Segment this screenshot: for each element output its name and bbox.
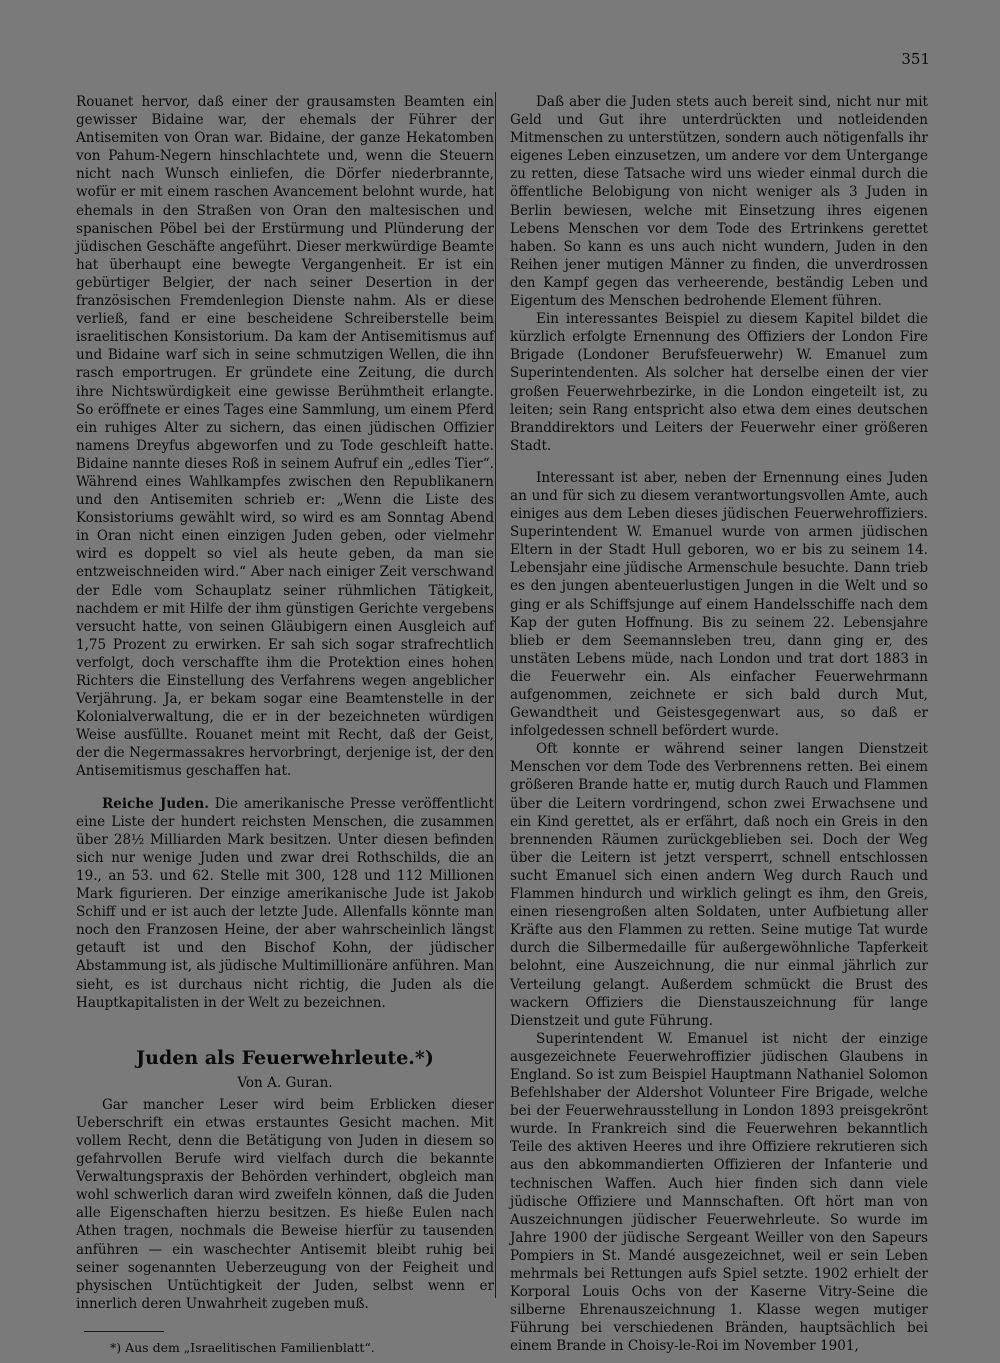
- right-column: [510, 93, 928, 1355]
- paragraph-emanuel-appointment: Ein interessantes Beispiel zu diesem Kapitel bildet die kürzlich erfolgte Ernennung des Offiziers der London Fire Brigade (Londoner Berufsfeuerwehr) W. Emanuel zum Superintendenten. Als solcher hat derselbe einen der vier großen Feuerwehrbezirke, in die London eingeteilt ist, zu leiten; sein Rang entspricht also etwa dem eines deutschen Branddirektors und Leiters der Feuerwehr einer größeren Stadt.: [510, 311, 928, 454]
- left-column: [76, 93, 494, 1356]
- article-title: Juden als Feuerwehrleute.*): [136, 1046, 434, 1069]
- footnote: *) Aus dem „Israelitischen Familienblatt“.: [110, 1339, 375, 1355]
- paragraph-emanuel-life: Interessant ist aber, neben der Ernennung eines Juden an und für sich zu diesem verantwortungsvollen Amte, auch einiges aus dem Leben dieses jüdischen Feuerwehroffiziers. Superintendent W. Emanuel wurde von armen jüdischen Eltern in der Stadt Hull geboren, wo er bis zu seinem 14. Lebensjahr eine jüdische Armenschule besuchte. Dann trieb es den jungen abenteuerlustigen Jungen in die Welt und so ging er als Schiffsjunge auf einem Handelsschiffe nach dem Kap der guten Hoffnung. Bis zu seinem 22. Lebensjahre blieb er dem Seemannsleben treu, dann ging er, des unstäten Lebens müde, nach London und trat dort 1883 in die Feuerwehr ein. Als einfacher Feuerwehrmann aufgenommen, zeichnete er sich bald durch Mut, Gewandtheit und Geistesgegenwart aus, so daß er infolgedessen schnell befördert wurde.: [510, 469, 928, 740]
- article-byline: Von A. Guran.: [237, 1074, 333, 1091]
- page-number: 351: [901, 50, 930, 68]
- paragraph-reiche-juden: [76, 795, 494, 1012]
- column-divider: [495, 92, 496, 1298]
- section-lead-reiche-juden: Reiche Juden.: [102, 795, 209, 812]
- footnote-divider: [84, 1331, 164, 1332]
- paragraph-other-officers: Superintendent W. Emanuel ist nicht der einzige ausgezeichnete Feuerwehroffizier jüdischen Glaubens in England. So ist zum Beispiel Hauptmann Nathaniel Solomon Befehlshaber der Aldershot Volunteer Fire Brigade, welche bei der Feuerwehrausstellung in London 1893 preisgekrönt wurde. In Frankreich sind die Feuerwehren bekanntlich Teile des aktiven Heeres und ihre Offiziere rekrutieren sich aus den abkommandierten Offizieren der Infanterie und technischen Waffen. Auch hier finden sich dann viele jüdische Offiziere und Mannschaften. Oft hört man von Auszeichnungen jüdischer Feuerwehrleute. So wurde im Jahre 1900 der jüdische Sergeant Weiller von den Sapeurs Pompiers in St. Mandé ausgezeichnet, weil er sein Leben mehrmals bei Rettungen aufs Spiel setzte. 1902 erhielt der Korporal Louis Ochs von der Kaserne Vitry-Seine die silberne Ehrenauszeichnung 1. Klasse wegen mutiger Führung bei verschiedenen Bränden, hauptsächlich bei einem Brande in Choisy-le-Roi im November 1901,: [510, 1030, 928, 1355]
- paragraph-emanuel-rescue: Oft konnte er während seiner langen Dienstzeit Menschen vor dem Tode des Verbrennens retten. Bei einem größeren Brande hatte er, mutig durch Rauch und Flammen über die Leitern vordringend, schon zwei Erwachsene und ein Kind gerettet, als er erfährt, daß noch ein Greis in den brennenden Räumen zurückgeblieben sei. Doch der Weg über die Leitern ist jetzt versperrt, schnell entschlossen sucht Emanuel sich einen andern Weg durch Rauch und Flammen hindurch und wirklich gelingt es ihm, den Greis, einen riesengroßen alten Soldaten, unter Aufbietung aller Kräfte aus den Flammen zu retten. Seine mutige Tat wurde durch die Silbermedaille für außergewöhnliche Tapferkeit belohnt, eine Auszeichnung, die nur einmal jährlich zur Verteilung gelangt. Außerdem schmückt die Brust des wackern Offiziers die Dienstauszeichnung für lange Dienstzeit und gute Führung.: [510, 741, 928, 1029]
- paragraph-reiche-juden-text: Die amerikanische Presse veröffentlicht eine Liste der hundert reichsten Menschen, die zusammen über 28½ Milliarden Mark besitzen. Unter diesen befinden sich nur wenige Juden und zwar drei Rothschilds, die an 19., an 53. und 62. Stelle mit 300, 128 und 112 Millionen Mark figurieren. Der einzige amerikanische Jude ist Jakob Schiff und er ist auch der letzte Jude. Allenfalls könnte man noch den Franzosen Heine, der aber wahrscheinlich längst getauft ist und den Bischof Kohn, der jüdischer Abstammung ist, als jüdische Multimillionäre anführen. Man sieht, es ist durchaus nicht richtig, die Juden als die Hauptkapitalisten in der Welt zu bezeichnen.: [76, 795, 495, 1011]
- paragraph-bidaine: Rouanet hervor, daß einer der grausamsten Beamten ein gewisser Bidaine war, der ehemals der Führer der Antisemiten von Oran war. Bidaine, der ganze Hekatomben von Pahum-Negern hinschlachtete und, wenn die Steuern nicht nach Wunsch einliefen, die Dörfer niederbrannte, wofür er mit einem raschen Avancement belohnt wurde, hat ehemals in den Straßen von Oran den maltesischen und spanischen Pöbel bei der Erstürmung und Plünderung der jüdischen Geschäfte angeführt. Dieser merkwürdige Beamte hat überhaupt eine bewegte Vergangenheit. Er ist ein gebürtiger Belgier, der nach seiner Desertion in der französischen Fremdenlegion Dienste nahm. Als er diese verließ, fand er eine bescheidene Schreiberstelle beim israelitischen Konsistorium. Da kam der Antisemitismus auf und Bidaine warf sich in seine schmutzigen Wellen, die ihn rasch emportrugen. Er gründete eine Zeitung, die durch ihre Nichtswürdigkeit eine gewisse Berühmtheit erlangte. So eröffnete er eines Tages eine Sammlung, um einem Pferd ein ruhiges Alter zu sichern, das einen jüdischen Offizier namens Dreyfus abgeworfen und zu Tode geschleift hatte. Bidaine nannte dieses Roß in seinem Aufruf ein „edles Tier“. Während eines Wahlkampfes zwischen den Republikanern und den Antisemiten schrieb er: „Wenn die Liste des Konsistoriums gewählt wird, so wird es am Sonntag Abend in Oran nicht einen einzigen Juden geben, oder vielmehr wird es doppelt so viel als heute geben, da man sie entzweischneiden wird.“ Aber nach einiger Zeit verschwand der Edle vom Schauplatz seiner rühmlichen Tätigkeit, nachdem er mit Hilfe der ihm günstigen Gerichte vergebens versucht hatte, von seinen Gläubigern einen Ausgleich auf 1,75 Prozent zu erwirken. Er sah sich sogar strafrechtlich verfolgt, doch verschaffte ihm die Protektion eines hohen Richters die Einstellung des Verfahrens wegen angeblicher Verjährung. Ja, er bekam sogar eine Beamtenstelle in der Kolonialverwaltung, die er in der bezeichneten würdigen Weise ausfüllte. Rouanet meint mit Recht, daß der Geist, der die Negermassakres hervorbringt, derjenige ist, der den Antisemitismus geschaffen hat.: [76, 94, 494, 780]
- paragraph-readiness: Daß aber die Juden stets auch bereit sind, nicht nur mit Geld und Gut ihre unterdrückten und notleidenden Mitmenschen zu unterstützen, sondern auch nötigenfalls ihr eigenes Leben einzusetzen, um andere vor dem Untergange zu retten, diese Tatsache wird uns wieder einmal durch die öffentliche Belobigung von nicht weniger als 3 Juden in Berlin bewiesen, welche mit Einsetzung ihres eigenen Lebens Menschen vor dem Tode des Ertrinkens gerettet haben. So kann es uns auch nicht wundern, Juden in den Reihen jener mutigen Männer zu finden, die unverdrossen den Kampf gegen das verheerende, beständig Leben und Eigentum des Menschen bedrohende Element führen.: [510, 94, 928, 310]
- paragraph-intro: Gar mancher Leser wird beim Erblicken dieser Ueberschrift ein etwas erstauntes Gesicht machen. Mit vollem Recht, denn die Betätigung von Juden in diesem so gefahrvollen Berufe wird vielfach durch die bekannte Verwaltungspraxis der Behörden verhindert, obgleich man wohl schwerlich daran wird zweifeln können, daß die Juden alle Eigenschaften hierzu besitzen. Es hieße Eulen nach Athen tragen, nochmals die Beweise hierfür zu tausenden anführen — ein waschechter Antisemit bleibt ruhig bei seiner sogenannten Ueberzeugung von der Feigheit und physischen Untüchtigkeit der Juden, selbst wenn er innerlich deren Unwahrheit zugeben muß.: [76, 1096, 494, 1312]
